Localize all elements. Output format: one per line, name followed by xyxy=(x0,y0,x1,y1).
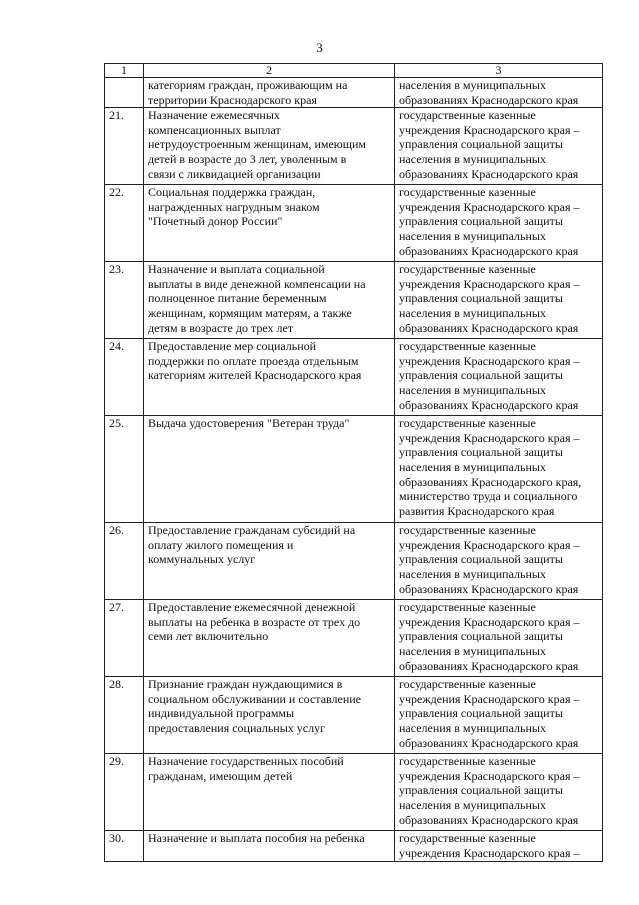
service-name-cell xyxy=(144,339,395,416)
table-row xyxy=(105,831,603,862)
service-name-cell xyxy=(144,754,395,831)
service-text-line: Предоставление мер социальной xyxy=(148,339,317,354)
table-row xyxy=(105,339,603,416)
service-text-line: поддержки по оплате проезда отдельным xyxy=(148,353,359,368)
service-name-cell xyxy=(144,677,395,754)
organization-text-line: учреждения Краснодарского края – xyxy=(399,614,580,629)
service-text-line: предоставления социальных услуг xyxy=(148,720,326,735)
table-row xyxy=(105,754,603,831)
service-text-line: Назначение ежемесячных xyxy=(148,108,280,123)
service-name-cell xyxy=(144,831,395,862)
organization-cell xyxy=(395,185,603,262)
row-number: 21. xyxy=(105,108,144,185)
organization-text-line: управления социальной защиты xyxy=(399,629,563,644)
organization-text-line: образованиях Краснодарского края xyxy=(399,397,579,412)
header-col-2: 2 xyxy=(144,64,395,78)
service-text-line: Предоставление ежемесячной денежной xyxy=(148,600,356,615)
organization-text-line: управления социальной защиты xyxy=(399,706,563,721)
organization-text-line: государственные казенные xyxy=(399,754,536,769)
service-name-cell xyxy=(144,523,395,600)
table-row xyxy=(105,416,603,523)
organization-text-line: образованиях Краснодарского края xyxy=(399,658,579,673)
service-text-line: "Почетный донор России" xyxy=(148,214,283,229)
table-row xyxy=(105,185,603,262)
service-text-line: выплаты на ребенка в возрасте от трех до xyxy=(148,614,361,629)
organization-text-line: образованиях Краснодарского края xyxy=(399,735,579,750)
organization-cell xyxy=(395,754,603,831)
row-number: 27. xyxy=(105,600,144,677)
organization-text-line: управления социальной защиты xyxy=(399,137,563,152)
service-name-cell xyxy=(144,185,395,262)
organization-text-line: учреждения Краснодарского края – xyxy=(399,537,580,552)
organization-text-line: населения в муниципальных xyxy=(399,643,546,658)
service-text-line: Выдача удостоверения "Ветеран труда" xyxy=(148,416,350,431)
organization-text-line: управления социальной защиты xyxy=(399,783,563,798)
organization-text-line: развития Краснодарского края xyxy=(399,503,555,518)
service-text-line: Назначение и выплата социальной xyxy=(148,262,325,277)
service-text-line: детям в возрасте до трех лет xyxy=(148,320,294,335)
service-text-line: Назначение государственных пособий xyxy=(148,754,344,769)
header-col-3: 3 xyxy=(395,64,603,78)
service-text-line: семи лет включительно xyxy=(148,629,269,644)
organization-text-line: населения в муниципальных xyxy=(399,720,546,735)
organization-text-line: населения в муниципальных xyxy=(399,797,546,812)
services-table xyxy=(104,63,603,862)
organization-text-line: государственные казенные xyxy=(399,600,536,615)
service-text-line: женщинам, кормящим матерям, а также xyxy=(148,305,352,320)
organization-cell xyxy=(395,600,603,677)
organization-text-line: образованиях Краснодарского края, xyxy=(399,474,582,489)
organization-cell xyxy=(395,677,603,754)
service-text-line: оплату жилого помещения и xyxy=(148,537,294,552)
row-number: 28. xyxy=(105,677,144,754)
service-name-cell xyxy=(144,416,395,523)
row-number: 25. xyxy=(105,416,144,523)
organization-text-line: населения в муниципальных xyxy=(399,566,546,581)
row-number: 29. xyxy=(105,754,144,831)
organization-text-line: учреждения Краснодарского края – xyxy=(399,768,580,783)
organization-text-line: населения в муниципальных xyxy=(399,382,546,397)
organization-cell xyxy=(395,416,603,523)
service-text-line: Социальная поддержка граждан, xyxy=(148,185,316,200)
page-number: 3 xyxy=(316,40,323,55)
service-text-line: категориям граждан, проживающим на xyxy=(148,78,348,92)
organization-text-line: населения в муниципальных xyxy=(399,459,546,474)
service-text-line: полноценное питание беременным xyxy=(148,291,327,306)
organization-text-line: учреждения Краснодарского края – xyxy=(399,276,580,291)
organization-text-line: населения в муниципальных xyxy=(399,305,546,320)
organization-text-line: учреждения Краснодарского края – xyxy=(399,353,580,368)
organization-text-line: образованиях Краснодарского края xyxy=(399,320,579,335)
table-row xyxy=(105,78,603,108)
table-row xyxy=(105,108,603,185)
table-header-row xyxy=(105,64,603,78)
row-number: 24. xyxy=(105,339,144,416)
organization-text-line: учреждения Краснодарского края – xyxy=(399,430,580,445)
service-text-line: детей в возрасте до 3 лет, уволенным в xyxy=(148,151,347,166)
organization-text-line: управления социальной защиты xyxy=(399,552,563,567)
organization-text-line: министерство труда и социального xyxy=(399,489,578,504)
organization-text-line: управления социальной защиты xyxy=(399,291,563,306)
organization-text-line: населения в муниципальных xyxy=(399,78,546,92)
row-number xyxy=(105,78,144,108)
organization-text-line: управления социальной защиты xyxy=(399,445,563,460)
table-row xyxy=(105,523,603,600)
organization-text-line: государственные казенные xyxy=(399,262,536,277)
service-text-line: коммунальных услуг xyxy=(148,552,256,567)
service-text-line: Назначение и выплата пособия на ребенка xyxy=(148,831,365,846)
organization-cell xyxy=(395,108,603,185)
table-row xyxy=(105,600,603,677)
service-text-line: социальном обслуживании и составление xyxy=(148,691,362,706)
table-row xyxy=(105,262,603,339)
service-text-line: награжденных нагрудным знаком xyxy=(148,199,320,214)
organization-text-line: государственные казенные xyxy=(399,416,536,431)
service-text-line: Предоставление гражданам субсидий на xyxy=(148,523,356,538)
organization-text-line: учреждения Краснодарского края – xyxy=(399,691,580,706)
service-text-line: нетрудоустроенным женщинам, имеющим xyxy=(148,137,367,152)
row-number: 22. xyxy=(105,185,144,262)
service-text-line: компенсационных выплат xyxy=(148,122,281,137)
organization-text-line: государственные казенные xyxy=(399,677,536,692)
row-number: 30. xyxy=(105,831,144,862)
service-text-line: территории Краснодарского края xyxy=(148,92,317,107)
organization-text-line: образованиях Краснодарского края xyxy=(399,812,579,827)
organization-text-line: учреждения Краснодарского края – xyxy=(399,122,580,137)
organization-text-line: населения в муниципальных xyxy=(399,228,546,243)
organization-cell xyxy=(395,339,603,416)
organization-text-line: образованиях Краснодарского края xyxy=(399,243,579,258)
organization-cell xyxy=(395,831,603,862)
organization-text-line: государственные казенные xyxy=(399,523,536,538)
row-number: 23. xyxy=(105,262,144,339)
organization-cell xyxy=(395,262,603,339)
service-text-line: индивидуальной программы xyxy=(148,706,295,721)
service-text-line: Признание граждан нуждающимися в xyxy=(148,677,343,692)
service-name-cell xyxy=(144,262,395,339)
organization-text-line: управления социальной защиты xyxy=(399,214,563,229)
service-text-line: гражданам, имеющим детей xyxy=(148,768,293,783)
organization-text-line: управления социальной защиты xyxy=(399,368,563,383)
organization-text-line: государственные казенные xyxy=(399,185,536,200)
table-row xyxy=(105,677,603,754)
organization-text-line: государственные казенные xyxy=(399,339,536,354)
organization-text-line: образованиях Краснодарского края xyxy=(399,92,579,107)
service-text-line: категориям жителей Краснодарского края xyxy=(148,368,362,383)
service-text-line: выплаты в виде денежной компенсации на xyxy=(148,276,366,291)
organization-cell xyxy=(395,523,603,600)
organization-text-line: государственные казенные xyxy=(399,108,536,123)
service-name-cell xyxy=(144,600,395,677)
header-col-1: 1 xyxy=(105,64,144,78)
organization-text-line: учреждения Краснодарского края – xyxy=(399,845,580,860)
service-name-cell xyxy=(144,108,395,185)
service-text-line: связи с ликвидацией организации xyxy=(148,166,321,181)
organization-text-line: государственные казенные xyxy=(399,831,536,846)
organization-text-line: образованиях Краснодарского края xyxy=(399,581,579,596)
organization-cell xyxy=(395,78,603,108)
organization-text-line: учреждения Краснодарского края – xyxy=(399,199,580,214)
organization-text-line: образованиях Краснодарского края xyxy=(399,166,579,181)
row-number: 26. xyxy=(105,523,144,600)
organization-text-line: населения в муниципальных xyxy=(399,151,546,166)
service-name-cell xyxy=(144,78,395,108)
